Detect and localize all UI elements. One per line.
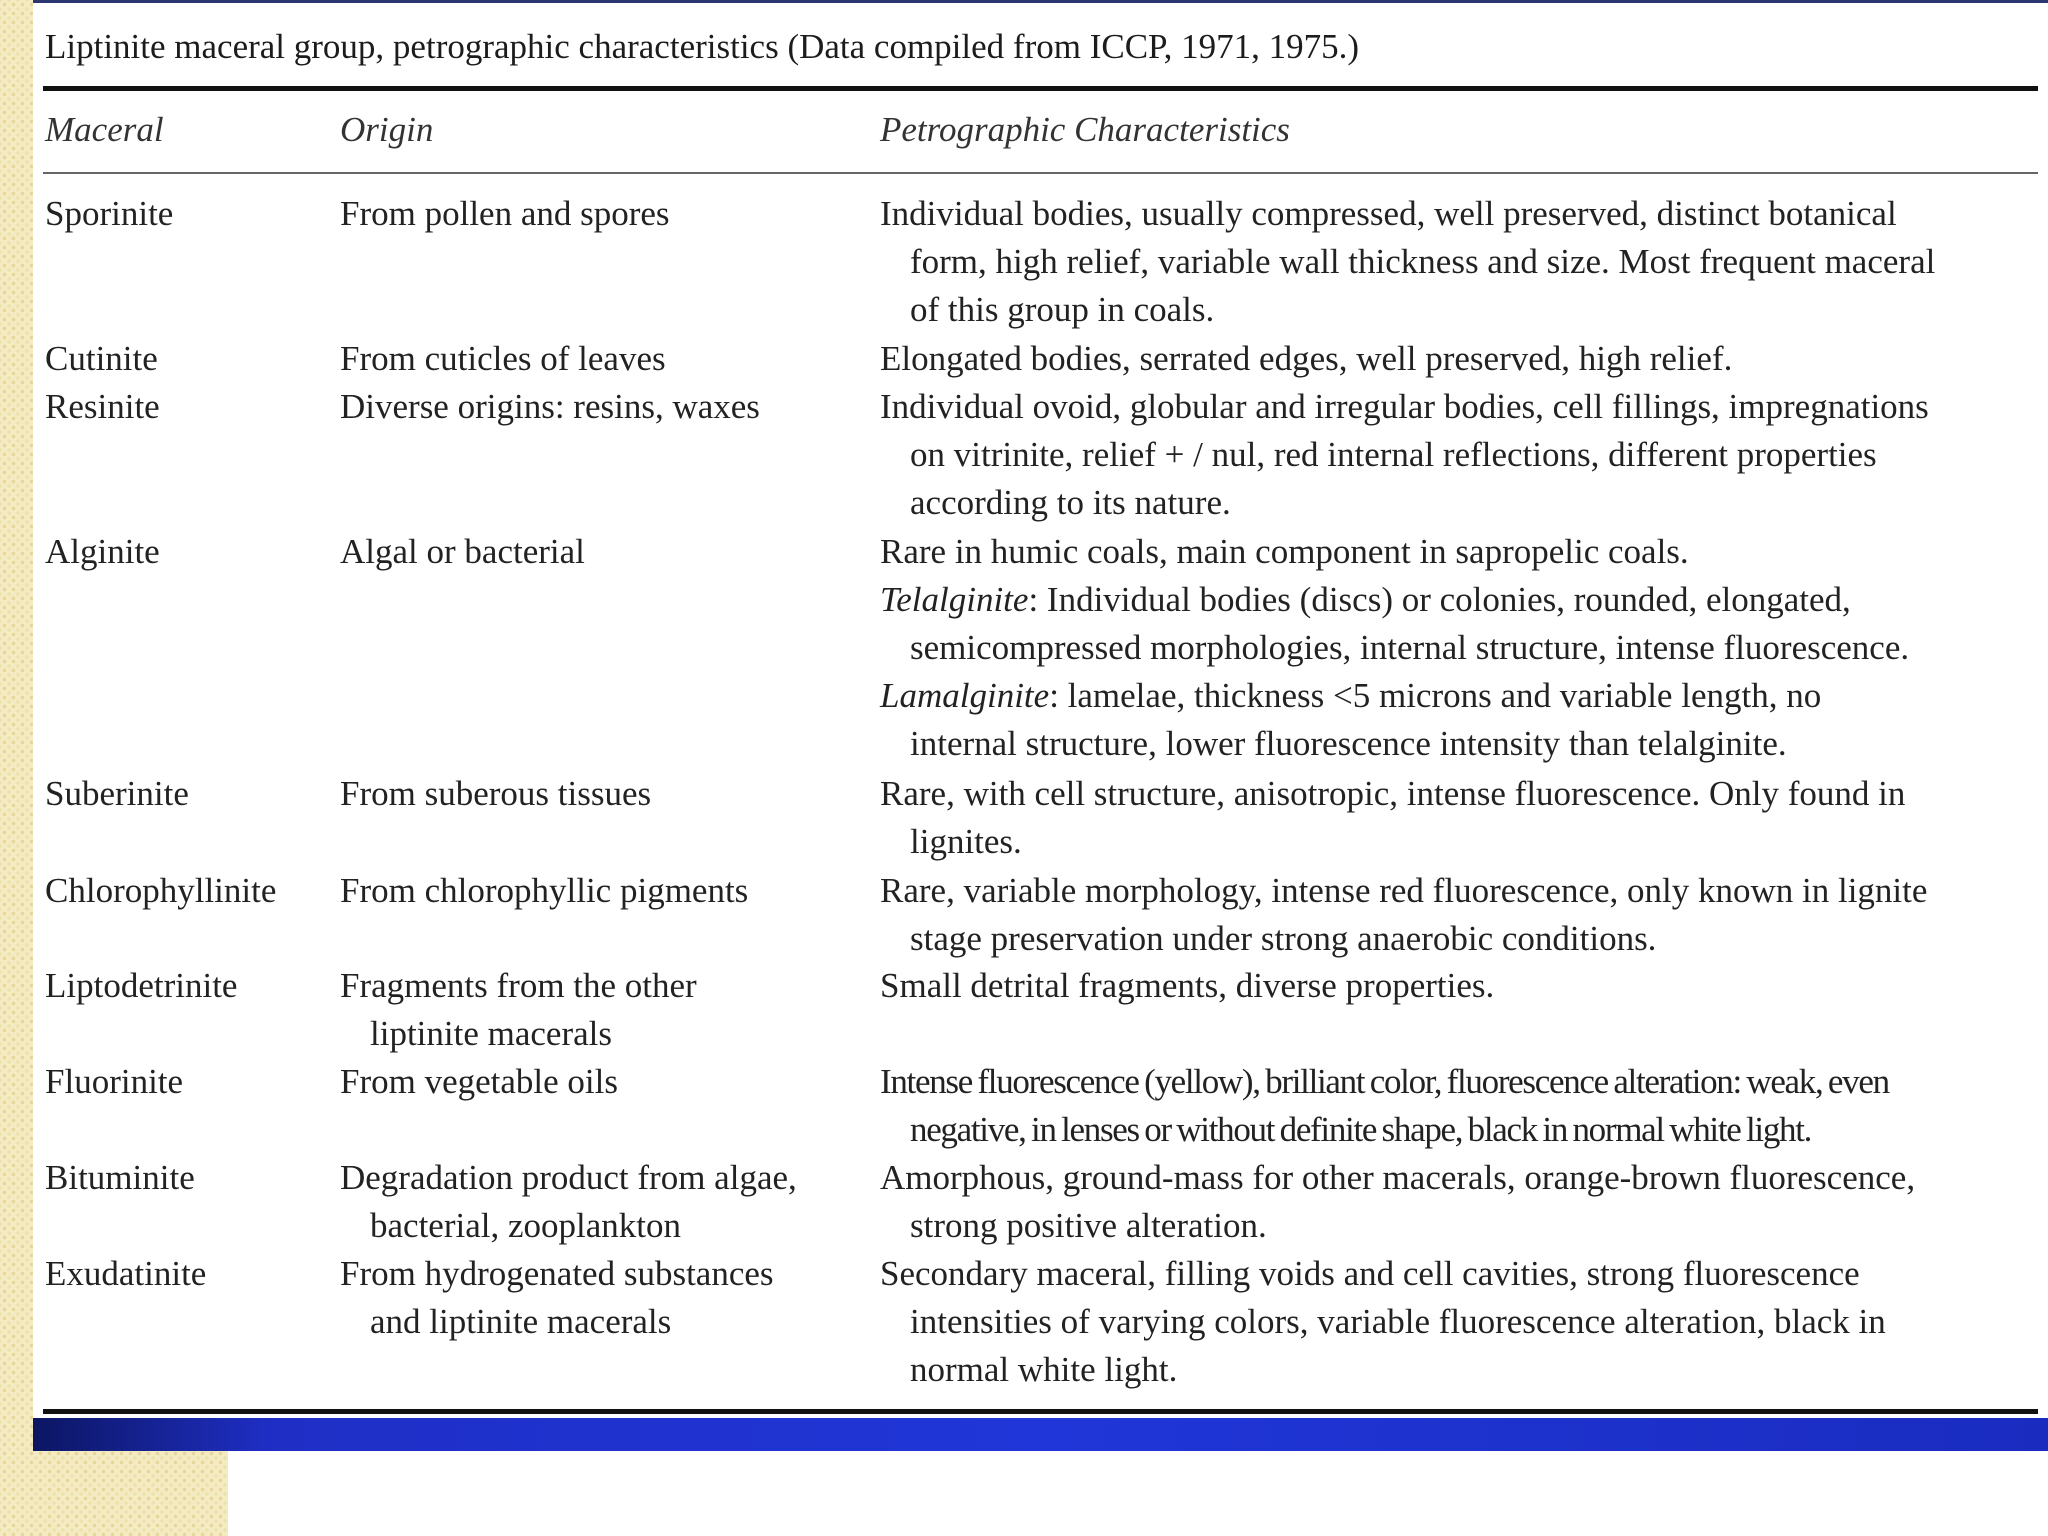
origin-cell — [340, 528, 880, 576]
characteristics-line: Intense fluorescence (yellow), brilliant color, fluorescence alteration: weak, even — [880, 1062, 1889, 1101]
table-title: Liptinite maceral group, petrographic characteristics (Data compiled from ICCP, 1971, 1975.) — [45, 27, 1360, 66]
characteristics-line: Individual bodies, usually compressed, well preserved, distinct botanical — [880, 194, 1897, 233]
characteristics-line: semicompressed morphologies, internal structure, intense fluorescence. — [910, 628, 1910, 667]
maceral-name: Fluorinite — [45, 1062, 184, 1101]
header-maceral: Maceral — [45, 110, 164, 149]
maceral-name: Liptodetrinite — [45, 966, 238, 1005]
origin-line: Diverse origins: resins, waxes — [340, 387, 760, 426]
origin-line: Algal or bacterial — [340, 532, 585, 571]
origin-line: and liptinite macerals — [370, 1302, 672, 1341]
origin-line: Fragments from the other — [340, 966, 697, 1005]
maceral-name: Bituminite — [45, 1158, 195, 1197]
header-rule — [43, 172, 2038, 174]
characteristics-line: Amorphous, ground-mass for other macerals, orange-brown fluorescence, — [880, 1158, 1916, 1197]
characteristics-line: strong positive alteration. — [910, 1206, 1267, 1245]
origin-cell — [340, 1154, 880, 1250]
origin-cell — [340, 770, 880, 818]
origin-line: From pollen and spores — [340, 194, 670, 233]
origin-line: From suberous tissues — [340, 774, 652, 813]
characteristics-line: internal structure, lower fluorescence intensity than telalginite. — [910, 724, 1787, 763]
maceral-name: Chlorophyllinite — [45, 871, 277, 910]
characteristics-cell — [880, 867, 2042, 963]
origin-cell — [340, 867, 880, 915]
maceral-name: Cutinite — [45, 339, 158, 378]
characteristics-line: Rare, with cell structure, anisotropic, intense fluorescence. Only found in — [880, 774, 1906, 813]
characteristics-line: Small detrital fragments, diverse properties. — [880, 966, 1495, 1005]
origin-line: Degradation product from algae, — [340, 1158, 797, 1197]
characteristics-line: normal white light. — [910, 1350, 1178, 1389]
origin-line: bacterial, zooplankton — [370, 1206, 681, 1245]
top-rule — [43, 86, 2038, 91]
characteristics-line: Individual ovoid, globular and irregular bodies, cell fillings, impregnations — [880, 387, 1929, 426]
characteristics-line: form, high relief, variable wall thickness and size. Most frequent maceral — [910, 242, 1936, 281]
maceral-name: Suberinite — [45, 774, 189, 813]
origin-line: liptinite macerals — [370, 1014, 612, 1053]
characteristics-line: lignites. — [910, 822, 1022, 861]
characteristics-cell — [880, 770, 2042, 866]
characteristics-cell — [880, 528, 2042, 768]
characteristics-cell — [880, 335, 2042, 383]
origin-cell — [340, 383, 880, 431]
header-origin: Origin — [340, 110, 434, 149]
characteristics-line: stage preservation under strong anaerobic conditions. — [910, 919, 1657, 958]
characteristics-line: negative, in lenses or without definite shape, black in normal white light. — [910, 1110, 1812, 1149]
maceral-name: Resinite — [45, 387, 160, 426]
slide-footer-bar — [33, 1418, 2048, 1451]
characteristics-cell — [880, 190, 2042, 334]
characteristics-line: Rare, variable morphology, intense red fluorescence, only known in lignite — [880, 871, 1928, 910]
origin-line: From hydrogenated substances — [340, 1254, 774, 1293]
origin-cell — [340, 1058, 880, 1106]
telalginite-line — [880, 576, 2042, 624]
characteristics-cell — [880, 1154, 2042, 1250]
origin-line: From vegetable oils — [340, 1062, 619, 1101]
characteristics-line: on vitrinite, relief + / nul, red internal reflections, different properties — [910, 435, 1877, 474]
characteristics-cell — [880, 1250, 2042, 1394]
origin-line: From chlorophyllic pigments — [340, 871, 749, 910]
maceral-name: Sporinite — [45, 194, 174, 233]
bottom-rule — [43, 1409, 2038, 1414]
origin-cell — [340, 335, 880, 383]
liptinite-table — [33, 0, 2048, 1418]
telalginite-text: : Individual bodies (discs) or colonies, rounded, elongated, — [1028, 580, 1851, 619]
telalginite-label: Telalginite — [880, 580, 1029, 619]
characteristics-line: Rare in humic coals, main component in sapropelic coals. — [880, 532, 1689, 571]
characteristics-line: of this group in coals. — [910, 290, 1215, 329]
lamalginite-label: Lamalginite — [880, 676, 1050, 715]
origin-cell — [340, 1250, 880, 1346]
maceral-name: Exudatinite — [45, 1254, 207, 1293]
origin-cell — [340, 190, 880, 238]
origin-line: From cuticles of leaves — [340, 339, 666, 378]
characteristics-cell — [880, 962, 2042, 1010]
header-characteristics: Petrographic Characteristics — [880, 110, 1290, 149]
characteristics-line: according to its nature. — [910, 483, 1231, 522]
characteristics-line: Secondary maceral, filling voids and cell cavities, strong fluorescence — [880, 1254, 1860, 1293]
characteristics-cell — [880, 1058, 2042, 1154]
characteristics-cell — [880, 383, 2042, 527]
maceral-name: Alginite — [45, 532, 160, 571]
lamalginite-line — [880, 672, 2042, 720]
characteristics-line: Elongated bodies, serrated edges, well preserved, high relief. — [880, 339, 1733, 378]
lamalginite-text: : lamelae, thickness <5 microns and variable length, no — [1049, 676, 1822, 715]
origin-cell — [340, 962, 880, 1058]
characteristics-line: intensities of varying colors, variable fluorescence alteration, black in — [910, 1302, 1886, 1341]
